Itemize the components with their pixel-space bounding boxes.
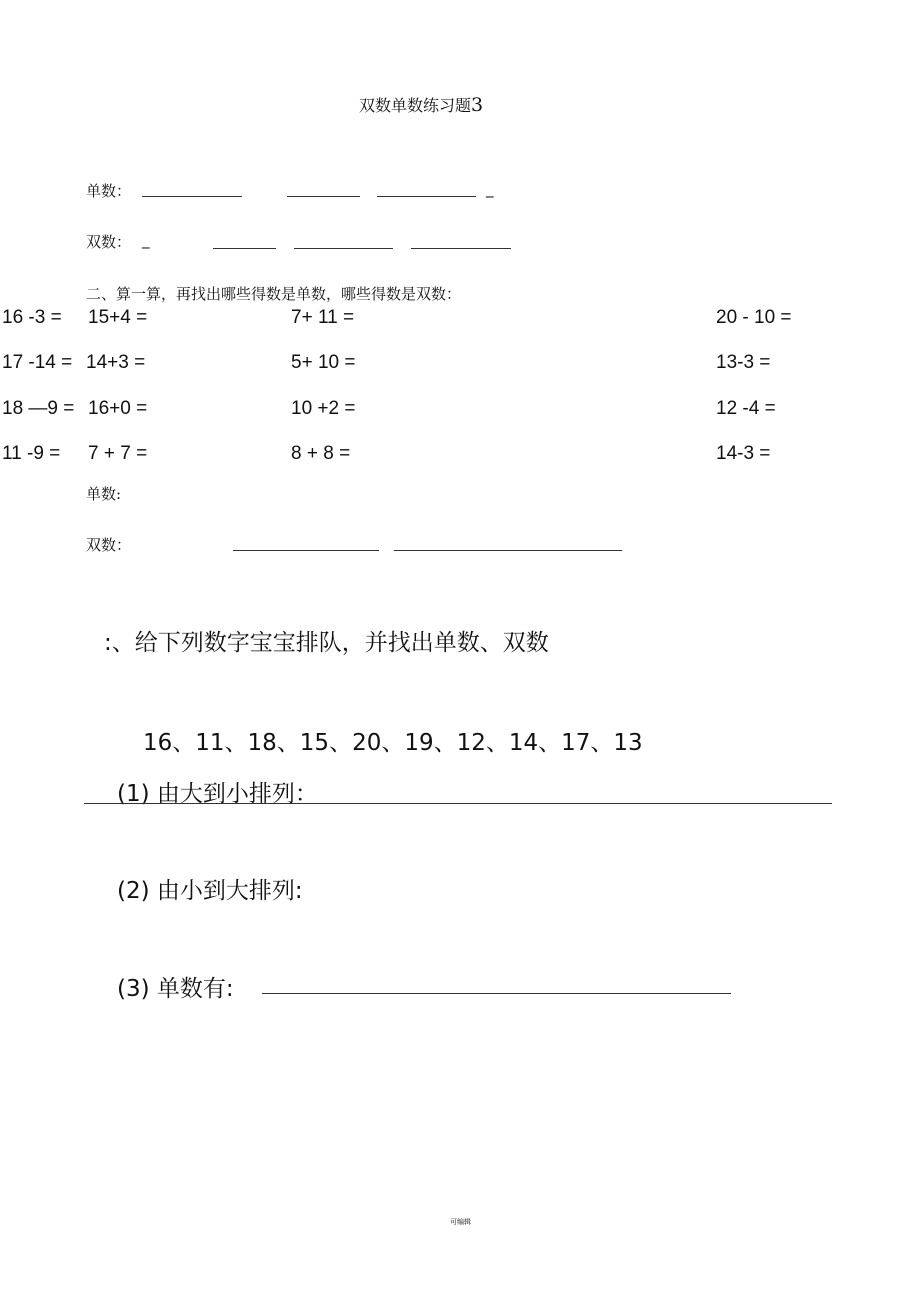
equation: 14+3 = bbox=[86, 352, 146, 373]
equation: 7+ 11 = bbox=[291, 307, 355, 328]
even-label-2: 双数： bbox=[86, 536, 132, 554]
title-number: 3 bbox=[471, 94, 484, 116]
odd-blank-1[interactable] bbox=[142, 196, 242, 197]
equation: 5+ 10 = bbox=[291, 352, 356, 373]
even-blank-1[interactable] bbox=[213, 248, 276, 249]
equation: 8 + 8 = bbox=[291, 443, 351, 464]
title-text: 双数单数练习题 bbox=[359, 96, 472, 115]
odd-blank-3[interactable] bbox=[377, 196, 476, 197]
odd-label-2: 单数: bbox=[86, 485, 122, 503]
even-blank-2[interactable] bbox=[294, 248, 393, 249]
equation: 11 -9 = bbox=[2, 443, 61, 464]
even-blank-3[interactable] bbox=[411, 248, 511, 249]
even-label-1: 双数： bbox=[86, 233, 132, 251]
answer-line-1[interactable] bbox=[84, 803, 832, 804]
equation: 7 + 7 = bbox=[88, 443, 148, 464]
even-leading-mark: _ bbox=[142, 231, 150, 249]
question-3: (3) 单数有: bbox=[117, 976, 234, 1002]
equation: 16 -3 = bbox=[2, 307, 62, 328]
page-title bbox=[359, 93, 483, 116]
odd-blank-2[interactable] bbox=[287, 196, 360, 197]
odd-trailing-mark: _ bbox=[486, 180, 494, 198]
question-1: (1) 由大到小排列： bbox=[117, 781, 318, 807]
question-2: (2) 由小到大排列: bbox=[117, 878, 303, 904]
equation: 12 -4 = bbox=[716, 398, 776, 419]
footer-note: 可编辑 bbox=[450, 1218, 471, 1226]
equation: 16+0 = bbox=[88, 398, 148, 419]
number-sequence: 16、11、18、15、20、19、12、14、17、13 bbox=[143, 730, 643, 756]
equation: 20 - 10 = bbox=[716, 307, 792, 328]
equation: 18 —9 = bbox=[2, 398, 75, 419]
even-blank-4[interactable] bbox=[233, 550, 379, 551]
even-blank-5[interactable] bbox=[394, 550, 622, 551]
odd-label-1: 单数： bbox=[86, 182, 132, 200]
equation: 13-3 = bbox=[716, 352, 771, 373]
answer-line-3[interactable] bbox=[262, 993, 731, 994]
section2-heading: 二、算一算，再找出哪些得数是单数，哪些得数是双数： bbox=[86, 285, 462, 303]
equation: 14-3 = bbox=[716, 443, 771, 464]
equation: 10 +2 = bbox=[291, 398, 356, 419]
equation: 17 -14 = bbox=[2, 352, 73, 373]
equation: 15+4 = bbox=[88, 307, 148, 328]
section3-heading: :、给下列数字宝宝排队，并找出单数、双数 bbox=[104, 630, 549, 656]
